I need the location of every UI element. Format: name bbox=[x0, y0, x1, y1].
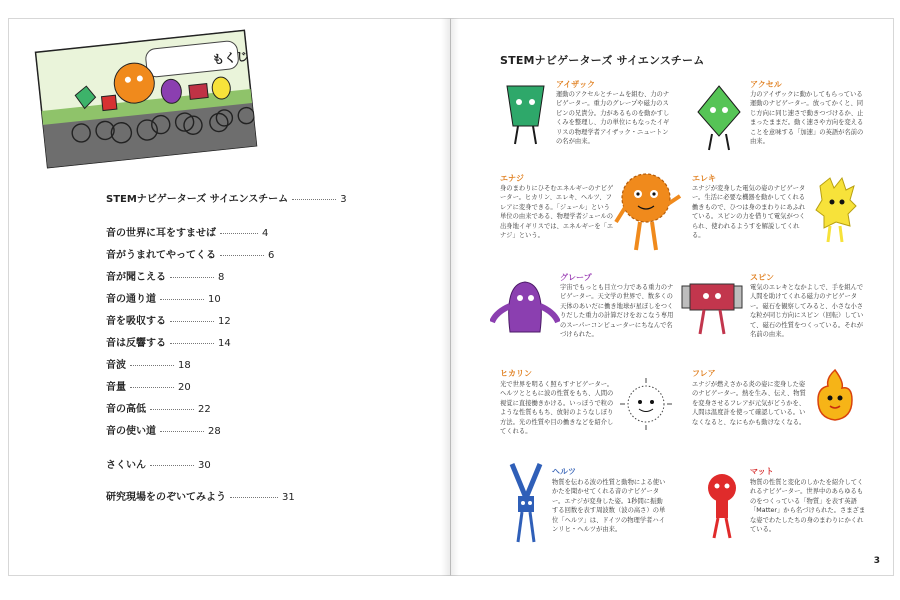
toc-entry[interactable] bbox=[106, 356, 191, 371]
toc-entry-title: 研究現場をのぞいてみよう bbox=[106, 492, 226, 503]
toc-leader bbox=[150, 465, 194, 466]
character-description: エナジが燃えさかる炎の姿に変身した姿のナビゲーター。熱を生み、伝え、物質を変身させるフレアが元気がどうかを、人間は温度計を使って確認している。いなくなると、なにもかも動けなくなる。 bbox=[692, 381, 806, 426]
character-description: エナジが変身した電気の姿のナビゲーター。生活に必要な機器を動かしてくれる働きもので、ひつは身のまわりにあふれている。スピンの力を借りて電気がつくられ、使われるようすを解説してくれる。 bbox=[692, 185, 806, 240]
elec-figure bbox=[812, 176, 858, 246]
toc-entry-page: 3 bbox=[340, 194, 347, 205]
toc-entry[interactable] bbox=[106, 312, 231, 327]
toc-leader bbox=[220, 255, 264, 256]
toc-entry[interactable] bbox=[106, 400, 211, 415]
toc-entry[interactable] bbox=[106, 268, 224, 283]
toc-entry-page: 8 bbox=[218, 272, 225, 283]
toc-entry-page: 6 bbox=[268, 250, 275, 261]
toc-leader bbox=[230, 497, 278, 498]
character-description: 身のまわりにひそむエネルギーのナビゲーター。ヒカリン、エレキ、ヘルツ、フレアに変身できる。「ジュール」という単位の由来である、物理学者ジュールの出身地イギリスでは、エネルギーを「エナジ」という。 bbox=[500, 185, 614, 240]
toc-entry-title: 音の使い道 bbox=[106, 426, 156, 437]
spin-figure bbox=[680, 282, 744, 338]
toc-leader bbox=[170, 277, 214, 278]
toc-entry-title: 音量 bbox=[106, 382, 126, 393]
character-name: マット bbox=[750, 467, 774, 476]
grape-figure bbox=[490, 276, 560, 338]
character-description: 光で世界を明るく照らすナビゲーター。ヘルツとともに波の性質をもち、人間の視覚に直接働きかける。いっぽうで粒のような性質ももち、放射のようなしぼり方法。光の性質や目の働きなどを紹介してくれる。 bbox=[500, 381, 614, 436]
toc-entry[interactable] bbox=[106, 456, 211, 471]
character-name: フレア bbox=[692, 369, 716, 378]
character-name: ヒカリン bbox=[500, 369, 532, 378]
toc-entry[interactable] bbox=[106, 378, 191, 393]
character-description: 電気のエレキとなかよしで、手を組んで人間を助けてくれる磁力のナビゲーター。磁石を観察してみると、小さな小さな粒が同じ方向にスピン（回転）していて、磁石の性質をつくっている。それが名前の由来。 bbox=[750, 284, 864, 339]
toc-entry-page: 31 bbox=[282, 492, 295, 503]
toc-entry-page: 4 bbox=[262, 228, 269, 239]
character-description: 物質の性質と変化のしかたを紹介してくれるナビゲーター。世界中のあらゆるものをつくっている「物質」を表す英語「Matter」から名づけられた。さまざまな姿でわたしたちの身のまわりにかくれている。 bbox=[750, 479, 866, 534]
toc-entry-title: さくいん bbox=[106, 460, 146, 471]
toc-entry-page: 22 bbox=[198, 404, 211, 415]
book-spine bbox=[441, 18, 459, 576]
toc-entry-title: 音の通り道 bbox=[106, 294, 156, 305]
toc-entry-page: 28 bbox=[208, 426, 221, 437]
toc-entry-title: 音を吸収する bbox=[106, 316, 166, 327]
toc-entry-page: 12 bbox=[218, 316, 231, 327]
character-name: アイザック bbox=[556, 80, 596, 89]
toc-entry[interactable] bbox=[106, 488, 295, 503]
character-name: ヘルツ bbox=[552, 467, 576, 476]
toc-entry-page: 20 bbox=[178, 382, 191, 393]
toc-leader bbox=[160, 299, 204, 300]
character-description: 運動のアクセルとチームを組む、力のナビゲーター。重力のグレープや磁力のスピンの兄貴分。力があるものを動かすしくみを整理し、力の単位にもなったイギリスの物理学者アイザック・ニュートンの名が由来。 bbox=[556, 91, 670, 146]
toc-entry-title: 音波 bbox=[106, 360, 126, 371]
toc-entry-title: 音は反響する bbox=[106, 338, 166, 349]
character-name: スピン bbox=[750, 273, 774, 282]
character-name: エナジ bbox=[500, 174, 524, 183]
toc-leader bbox=[170, 343, 214, 344]
character-name: アクセル bbox=[750, 80, 782, 89]
toc-leader bbox=[292, 199, 336, 200]
toc-leader bbox=[130, 387, 174, 388]
toc-leader bbox=[130, 365, 174, 366]
hertz-figure bbox=[506, 462, 546, 550]
toc-entry[interactable] bbox=[106, 290, 221, 305]
team-heading: STEMナビゲーターズ サイエンスチーム bbox=[500, 54, 705, 67]
toc-entry[interactable] bbox=[106, 422, 221, 437]
toc-header-label: もくじ bbox=[211, 49, 249, 67]
matt-figure bbox=[702, 472, 742, 542]
hikarin-figure bbox=[618, 376, 674, 432]
toc-entry-page: 30 bbox=[198, 460, 211, 471]
toc-illustration bbox=[34, 29, 257, 169]
character-description: 物質を伝わる波の性質と動物による使いかたを聞かせてくれる音のナビゲーター。エナジが変身した姿。1秒間に振動する回数を表す周波数（波の高さ）の単位「ヘルツ」は、ドイツの物理学者ハインリヒ・ヘルツが由来。 bbox=[552, 479, 666, 534]
toc-entry-title: 音がうまれてやってくる bbox=[106, 250, 216, 261]
toc-entry-title: 音が聞こえる bbox=[106, 272, 166, 283]
toc-entry-title: STEMナビゲーターズ サイエンスチーム bbox=[106, 194, 289, 205]
toc-entry-page: 18 bbox=[178, 360, 191, 371]
toc-entry[interactable] bbox=[106, 334, 231, 349]
character-name: エレキ bbox=[692, 174, 716, 183]
character-description: 力のアイザックに動かしてもらっている運動のナビゲーター。放ってかくと、同じ方向に同じ速さで動きつづけるか、止まったままだ。動く速さや方向を変えることを意味する「加速」の英語が名前の由来。 bbox=[750, 91, 864, 146]
isaac-figure bbox=[500, 80, 550, 150]
toc-entry-title: 音の世界に耳をすませば bbox=[106, 228, 216, 239]
toc-entry-page: 14 bbox=[218, 338, 231, 349]
toc-leader bbox=[150, 409, 194, 410]
toc-leader bbox=[160, 431, 204, 432]
flare-figure bbox=[812, 368, 858, 424]
toc-entry[interactable] bbox=[106, 246, 274, 261]
toc-entry[interactable] bbox=[106, 224, 268, 239]
toc-entry-page: 10 bbox=[208, 294, 221, 305]
character-description: 宇宙でもっとも目立つ力である重力のナビゲーター。天文学の世界で、数多くの天体のあいだに働き地球が星ぼしをつくりだした重力の計算だけをおこなう専用のスーパーコンピューターにちなんで名づけられた。 bbox=[560, 284, 674, 339]
toc-leader bbox=[220, 233, 258, 234]
energy-figure bbox=[612, 166, 684, 254]
page-number: 3 bbox=[873, 556, 880, 566]
toc-entry[interactable] bbox=[106, 190, 347, 205]
toc-leader bbox=[170, 321, 214, 322]
axel-figure bbox=[694, 84, 744, 154]
toc-entry-title: 音の高低 bbox=[106, 404, 146, 415]
character-name: グレープ bbox=[560, 273, 592, 282]
